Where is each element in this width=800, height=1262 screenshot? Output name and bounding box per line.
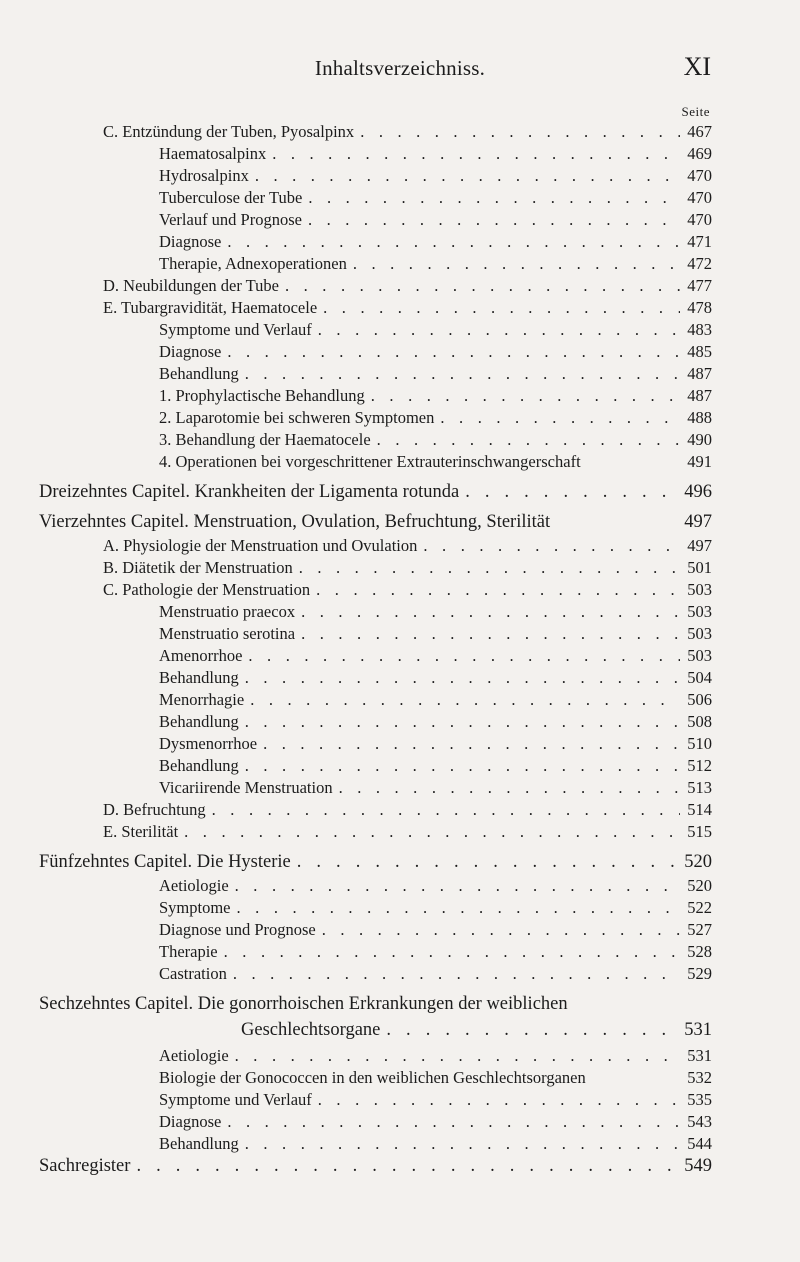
toc-entry-label: Aetiologie [159,876,229,895]
dot-leader [233,964,680,984]
toc-entry [159,254,712,276]
toc-entry-label: Amenorrhoe [159,646,243,665]
toc-entry [159,734,712,756]
dot-leader [227,342,680,362]
toc-entry-page: 531 [684,1020,712,1040]
toc-entry [159,942,712,964]
toc-entry-page: 469 [687,144,712,163]
toc-entry [159,320,712,342]
toc-entry [103,558,712,580]
toc-entry-label: Geschlechtsorgane [241,1020,381,1040]
toc-entry [159,430,712,452]
dot-leader [248,646,680,666]
toc-entry-page: 512 [687,756,712,775]
toc-entry-label: Diagnose [159,1112,222,1131]
dot-leader [237,898,680,918]
page-column-label: Seite [681,104,710,119]
dot-leader [308,188,680,208]
toc-chapter-entry [39,512,712,534]
toc-entry [159,712,712,734]
dot-leader [245,712,680,732]
toc-entry-page: 504 [687,668,712,687]
dot-leader [377,430,680,450]
page-header [0,52,800,86]
dot-leader [353,254,680,274]
dot-leader [360,122,680,142]
dot-leader [386,1020,680,1041]
toc-entry-label: Symptome [159,898,231,917]
toc-entry [159,342,712,364]
toc-entry-label: E. Sterilität [103,822,179,841]
dot-leader [301,624,680,644]
toc-entry-label: Behandlung [159,668,239,687]
dot-leader [255,166,680,186]
toc-entry-page: 496 [684,482,712,502]
toc-entry-page: 470 [687,188,712,207]
dot-leader [371,386,680,406]
toc-entry [159,452,712,474]
toc-entry-label: Vicariirende Menstruation [159,778,333,797]
toc-entry-label: Symptome und Verlauf [159,1090,312,1109]
dot-leader [245,364,680,384]
dot-leader [423,536,680,556]
toc-entry [159,144,712,166]
toc-entry-label: Hydrosalpinx [159,166,249,185]
toc-entry-page: 487 [687,386,712,405]
toc-entry [159,898,712,920]
toc-entry-page: 543 [687,1112,712,1131]
toc-entry [159,668,712,690]
toc-entry-label: B. Diätetik der Menstruation [103,558,293,577]
dot-leader [184,822,680,842]
toc-entry [103,536,712,558]
toc-entry-label: D. Neubildungen der Tube [103,276,279,295]
toc-entry-page: 532 [687,1068,712,1087]
toc-entry [159,408,712,430]
dot-leader [316,580,680,600]
toc-entry-page: 527 [687,920,712,939]
dot-leader [224,942,680,962]
toc-entry [103,122,712,144]
toc-entry-page: 467 [687,122,712,141]
toc-entry-page: 513 [687,778,712,797]
toc-entry [159,1134,712,1156]
toc-entry [159,964,712,986]
toc-entry [103,298,712,320]
toc-entry-label: 4. Operationen bei vorgeschrittener Extrauterinschwangerschaft [159,452,581,471]
toc-entry-label: Therapie, Adnexoperationen [159,254,347,273]
toc-entry [159,1046,712,1068]
toc-entry [159,166,712,188]
toc-entry-label: Sechzehntes Capitel. Die gonorrhoischen Erkrankungen der weiblichen [39,994,568,1014]
dot-leader [245,1134,680,1154]
dot-leader [301,602,680,622]
toc-entry-label: A. Physiologie der Menstruation und Ovulation [103,536,418,555]
dot-leader [322,920,680,940]
toc-entry-page: 529 [687,964,712,983]
toc-entry [159,1112,712,1134]
toc-entry-label: Fünfzehntes Capitel. Die Hysterie [39,852,291,872]
toc-entry-label: Diagnose und Prognose [159,920,316,939]
dot-leader [250,690,680,710]
toc-entry-label: Dysmenorrhoe [159,734,258,753]
dot-leader [285,276,680,296]
toc-entry-label: 1. Prophylactische Behandlung [159,386,365,405]
toc-entry-label: Haematosalpinx [159,144,267,163]
toc-entry [103,276,712,298]
toc-entry [103,580,712,602]
toc-entry-page: 503 [687,646,712,665]
toc-entry [159,364,712,386]
toc-entry-label: Aetiologie [159,1046,229,1065]
toc-entry-page: 503 [687,580,712,599]
dot-leader [272,144,680,164]
toc-chapter-entry [39,994,712,1016]
dot-leader [227,1112,680,1132]
toc-entry-label: D. Befruchtung [103,800,206,819]
toc-entry-label: Castration [159,964,227,983]
toc-chapter-entry [39,482,712,504]
toc-entry-label: Dreizehntes Capitel. Krankheiten der Ligamenta rotunda [39,482,460,502]
dot-leader [297,852,680,873]
toc-entry [159,920,712,942]
toc-entry [159,386,712,408]
toc-entry [159,624,712,646]
running-title: Inhaltsverzeichniss. [314,56,486,80]
toc-entry [159,210,712,232]
toc-entry-label: Menstruatio serotina [159,624,296,643]
toc-entry-label: Vierzehntes Capitel. Menstruation, Ovulation, Befruchtung, Sterilität [39,512,551,532]
dot-leader [212,800,680,820]
toc-entry-label: Sachregister [39,1156,131,1176]
toc-entry-page: 522 [687,898,712,917]
toc-entry-page: 544 [687,1134,712,1153]
toc-entry [103,800,712,822]
toc-entry-label: C. Entzündung der Tuben, Pyosalpinx [103,122,355,141]
toc-entry-page: 487 [687,364,712,383]
dot-leader [323,298,680,318]
toc-entry [159,188,712,210]
toc-entry-label: Behandlung [159,712,239,731]
toc-entry [159,646,712,668]
toc-entry-page: 501 [687,558,712,577]
toc-entry-label: Diagnose [159,232,222,251]
toc-entry-label: Verlauf und Prognose [159,210,302,229]
toc-entry-page: 478 [687,298,712,317]
dot-leader [308,210,680,230]
toc-entry-page: 535 [687,1090,712,1109]
toc-entry-page: 503 [687,624,712,643]
dot-leader [245,668,680,688]
toc-entry-label: Diagnose [159,342,222,361]
toc-entry-label: Menorrhagie [159,690,245,709]
toc-entry-page: 510 [687,734,712,753]
toc-entry-page: 497 [687,536,712,555]
toc-entry [159,232,712,254]
dot-leader [235,876,680,896]
toc-entry-label: Behandlung [159,756,239,775]
toc-entry-page: 485 [687,342,712,361]
toc-chapter-entry [39,852,712,874]
toc-entry-label: C. Pathologie der Menstruation [103,580,311,599]
dot-leader [318,320,680,340]
toc-entry [159,778,712,800]
toc-entry-page: 506 [687,690,712,709]
page-number: XI [683,52,711,81]
dot-leader [263,734,680,754]
toc-entry-page: 483 [687,320,712,339]
toc-entry-page: 470 [687,210,712,229]
toc-entry-page: 531 [687,1046,712,1065]
toc-entry-page: 508 [687,712,712,731]
toc-entry-page: 497 [684,512,712,532]
toc-entry [159,690,712,712]
toc-entry [241,1020,712,1042]
dot-leader [136,1156,680,1177]
toc-entry-page: 520 [684,852,712,872]
toc-entry [103,822,712,844]
toc-entry-page: 520 [687,876,712,895]
toc-entry-label: Symptome und Verlauf [159,320,312,339]
dot-leader [465,482,680,503]
toc-entry-page: 490 [687,430,712,449]
toc-entry [159,1090,712,1112]
toc-entry-page: 515 [687,822,712,841]
dot-leader [299,558,680,578]
toc-entry-label: 3. Behandlung der Haematocele [159,430,371,449]
toc-entry [159,1068,712,1090]
toc-entry-label: E. Tubargravidität, Haematocele [103,298,318,317]
toc-entry-label: Menstruatio praecox [159,602,296,621]
dot-leader [235,1046,680,1066]
dot-leader [245,756,680,776]
toc-entry-label: Biologie der Gonococcen in den weiblichen Geschlechtsorganen [159,1068,586,1087]
toc-entry-page: 488 [687,408,712,427]
dot-leader [339,778,680,798]
toc-entry-label: 2. Laparotomie bei schweren Symptomen [159,408,435,427]
toc-entry [159,876,712,898]
toc-entry-label: Therapie [159,942,218,961]
toc-entry-page: 503 [687,602,712,621]
toc-entry-page: 477 [687,276,712,295]
toc-entry [159,602,712,624]
toc-entry [159,756,712,778]
toc-entry-label: Behandlung [159,364,239,383]
toc-chapter-entry [39,1156,712,1178]
toc-entry-page: 514 [687,800,712,819]
toc-entry-label: Tuberculose der Tube [159,188,303,207]
toc-entry-label: Behandlung [159,1134,239,1153]
toc-entry-page: 472 [687,254,712,273]
toc-entry-page: 549 [684,1156,712,1176]
dot-leader [440,408,680,428]
dot-leader [227,232,680,252]
toc-entry-page: 528 [687,942,712,961]
toc-entry-page: 471 [687,232,712,251]
toc-entry-page: 491 [687,452,712,471]
dot-leader [318,1090,680,1110]
toc-entry-page: 470 [687,166,712,185]
